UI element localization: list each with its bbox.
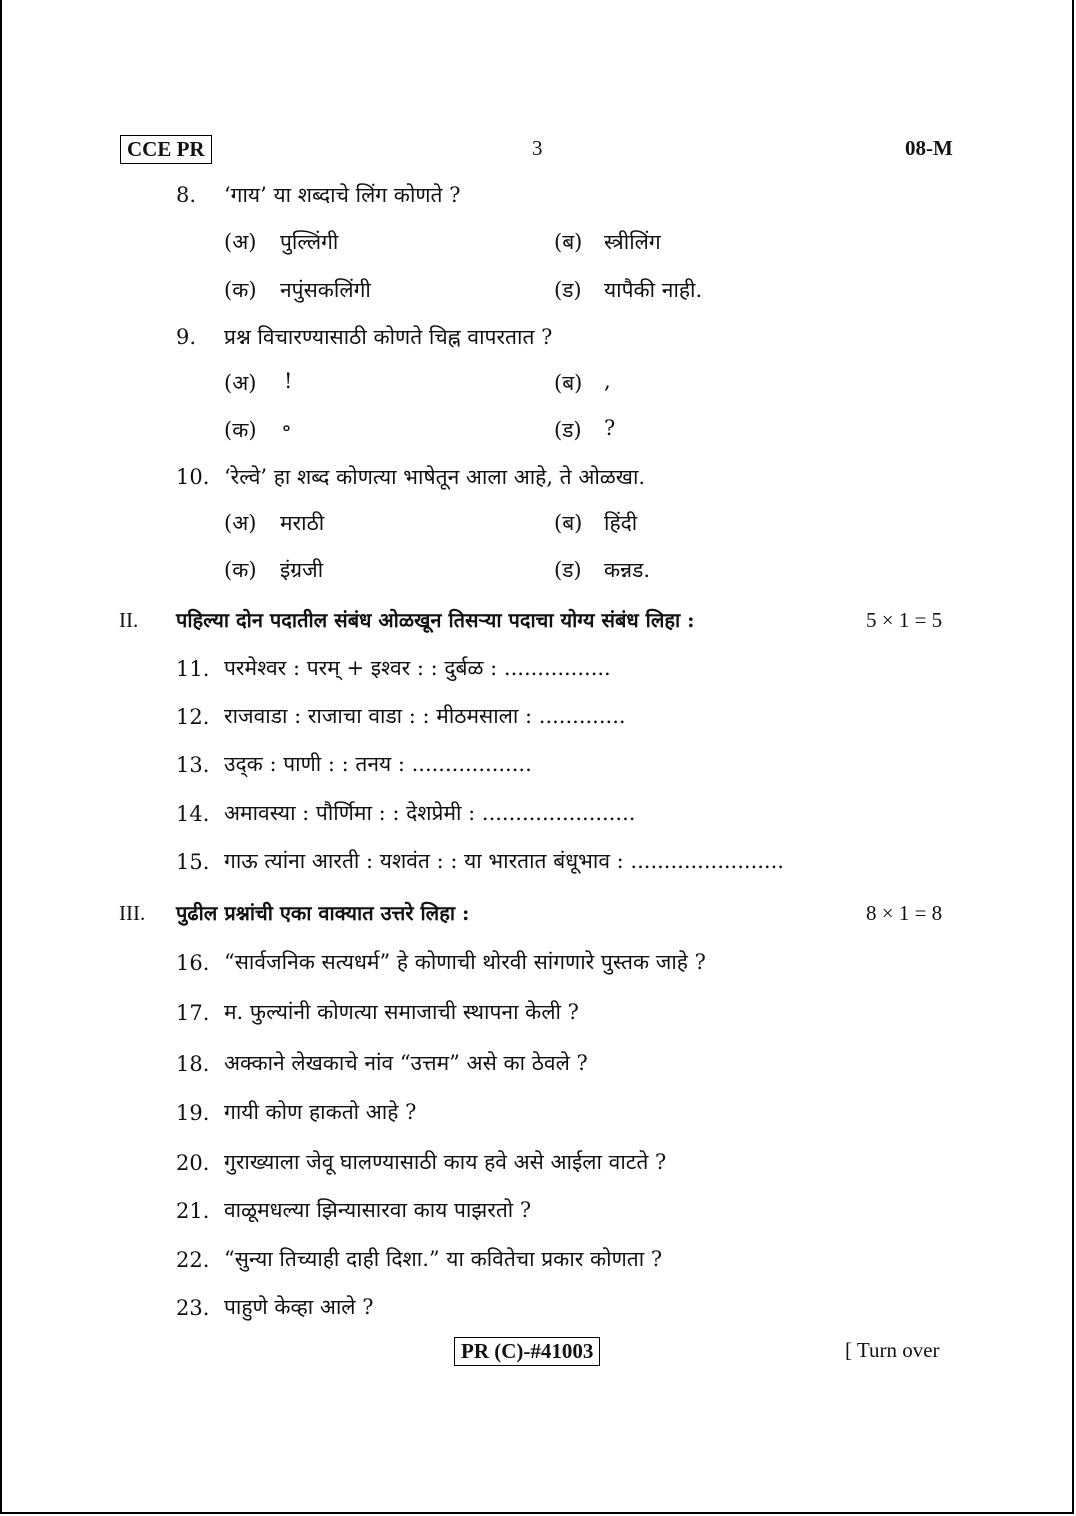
question-number: 19.	[176, 1101, 210, 1125]
question-number: 11.	[176, 657, 210, 681]
section-marks: 8 × 1 = 8	[866, 901, 943, 925]
option-text: कन्नड.	[604, 558, 651, 582]
question-text: अमावस्या : पौर्णिमा : : देशप्रेमी : .......................	[224, 801, 636, 825]
question-number: 13.	[176, 753, 210, 777]
question-text: ‘गाय’ या शब्दाचे लिंग कोणते ?	[224, 183, 461, 207]
question-text: राजवाडा : राजाचा वाडा : : मीठमसाला : .............	[224, 704, 626, 728]
option-label: (ड)	[554, 558, 582, 582]
question-number: 16.	[176, 951, 210, 975]
option-label: (अ)	[224, 371, 257, 395]
option-label: (ब)	[554, 230, 583, 254]
question-number: 12.	[176, 705, 210, 729]
section-number: III.	[119, 901, 146, 925]
question-number: 22.	[176, 1248, 210, 1272]
question-text: पाहुणे केव्हा आले ?	[224, 1295, 374, 1319]
footer-code-box: PR (C)-#41003	[454, 1337, 600, 1366]
option-text: ॰	[282, 418, 291, 442]
option-label: (क)	[224, 278, 257, 302]
question-text: “सार्वजनिक सत्यधर्म” हे कोणाची थोरवी सांगणारे पुस्तक जाहे ?	[224, 950, 706, 974]
question-text: गाऊ त्यांना आरती : यशवंत : : या भारतात बंधूभाव : .......................	[224, 849, 784, 873]
turn-over-note: [ Turn over	[845, 1338, 940, 1362]
question-number: 9.	[176, 325, 197, 349]
page-number: 3	[532, 136, 543, 160]
question-text: ‘रेल्वे’ हा शब्द कोणत्या भाषेतून आला आहे, ते ओळखा.	[224, 465, 646, 489]
option-text: यापैकी नाही.	[604, 278, 703, 302]
question-number: 18.	[176, 1052, 210, 1076]
question-text: उद्क : पाणी : : तनय : ..................	[224, 752, 532, 776]
option-label: (क)	[224, 558, 257, 582]
option-label: (ड)	[554, 278, 582, 302]
section-marks: 5 × 1 = 5	[866, 608, 943, 632]
option-label: (अ)	[224, 511, 257, 535]
question-number: 21.	[176, 1199, 210, 1223]
section-title: पुढील प्रश्नांची एका वाक्यात उत्तरे लिहा :	[176, 901, 470, 925]
question-text: म. फुल्यांनी कोणत्या समाजाची स्थापना केली ?	[224, 1000, 579, 1024]
option-text: मराठी	[280, 511, 325, 535]
section-number: II.	[119, 608, 139, 632]
option-text: स्त्रीलिंग	[604, 230, 661, 254]
question-number: 14.	[176, 802, 210, 826]
option-label: (ब)	[554, 371, 583, 395]
option-label: (अ)	[224, 230, 257, 254]
option-label: (क)	[224, 418, 257, 442]
question-text: वाळूमधल्या झिन्यासारवा काय पाझरतो ?	[224, 1198, 532, 1222]
option-text: ?	[604, 416, 616, 440]
option-text: नपुंसकलिंगी	[280, 278, 371, 302]
paper-code-box: CCE PR	[120, 135, 212, 164]
option-text: ,	[604, 369, 611, 393]
option-text: हिंदी	[604, 511, 638, 535]
question-number: 10.	[176, 465, 210, 489]
question-number: 23.	[176, 1296, 210, 1320]
option-label: (ब)	[554, 511, 583, 535]
section-title: पहिल्या दोन पदातील संबंध ओळखून तिसऱ्या पदाचा योग्य संबंध लिहा :	[176, 608, 695, 632]
question-text: प्रश्न विचारण्यासाठी कोणते चिह्न वापरतात ?	[224, 325, 553, 349]
question-text: गुराख्याला जेवू घालण्यासाठी काय हवे असे आईला वाटते ?	[224, 1150, 667, 1174]
question-number: 17.	[176, 1001, 210, 1025]
question-text: गायी कोण हाकतो आहे ?	[224, 1100, 417, 1124]
paper-id: 08-M	[905, 136, 953, 160]
question-text: परमेश्वर : परम् + इश्वर : : दुर्बळ : ................	[224, 656, 611, 680]
question-number: 20.	[176, 1151, 210, 1175]
question-text: “सुन्या तिच्याही दाही दिशा.” या कवितेचा प्रकार कोणता ?	[224, 1247, 663, 1271]
option-text: !	[284, 369, 293, 393]
option-label: (ड)	[554, 418, 582, 442]
option-text: इंग्रजी	[280, 558, 324, 582]
question-number: 15.	[176, 850, 210, 874]
option-text: पुल्लिंगी	[280, 230, 339, 254]
question-text: अक्काने लेखकाचे नांव “उत्तम” असे का ठेवले ?	[224, 1051, 588, 1075]
question-number: 8.	[176, 183, 197, 207]
